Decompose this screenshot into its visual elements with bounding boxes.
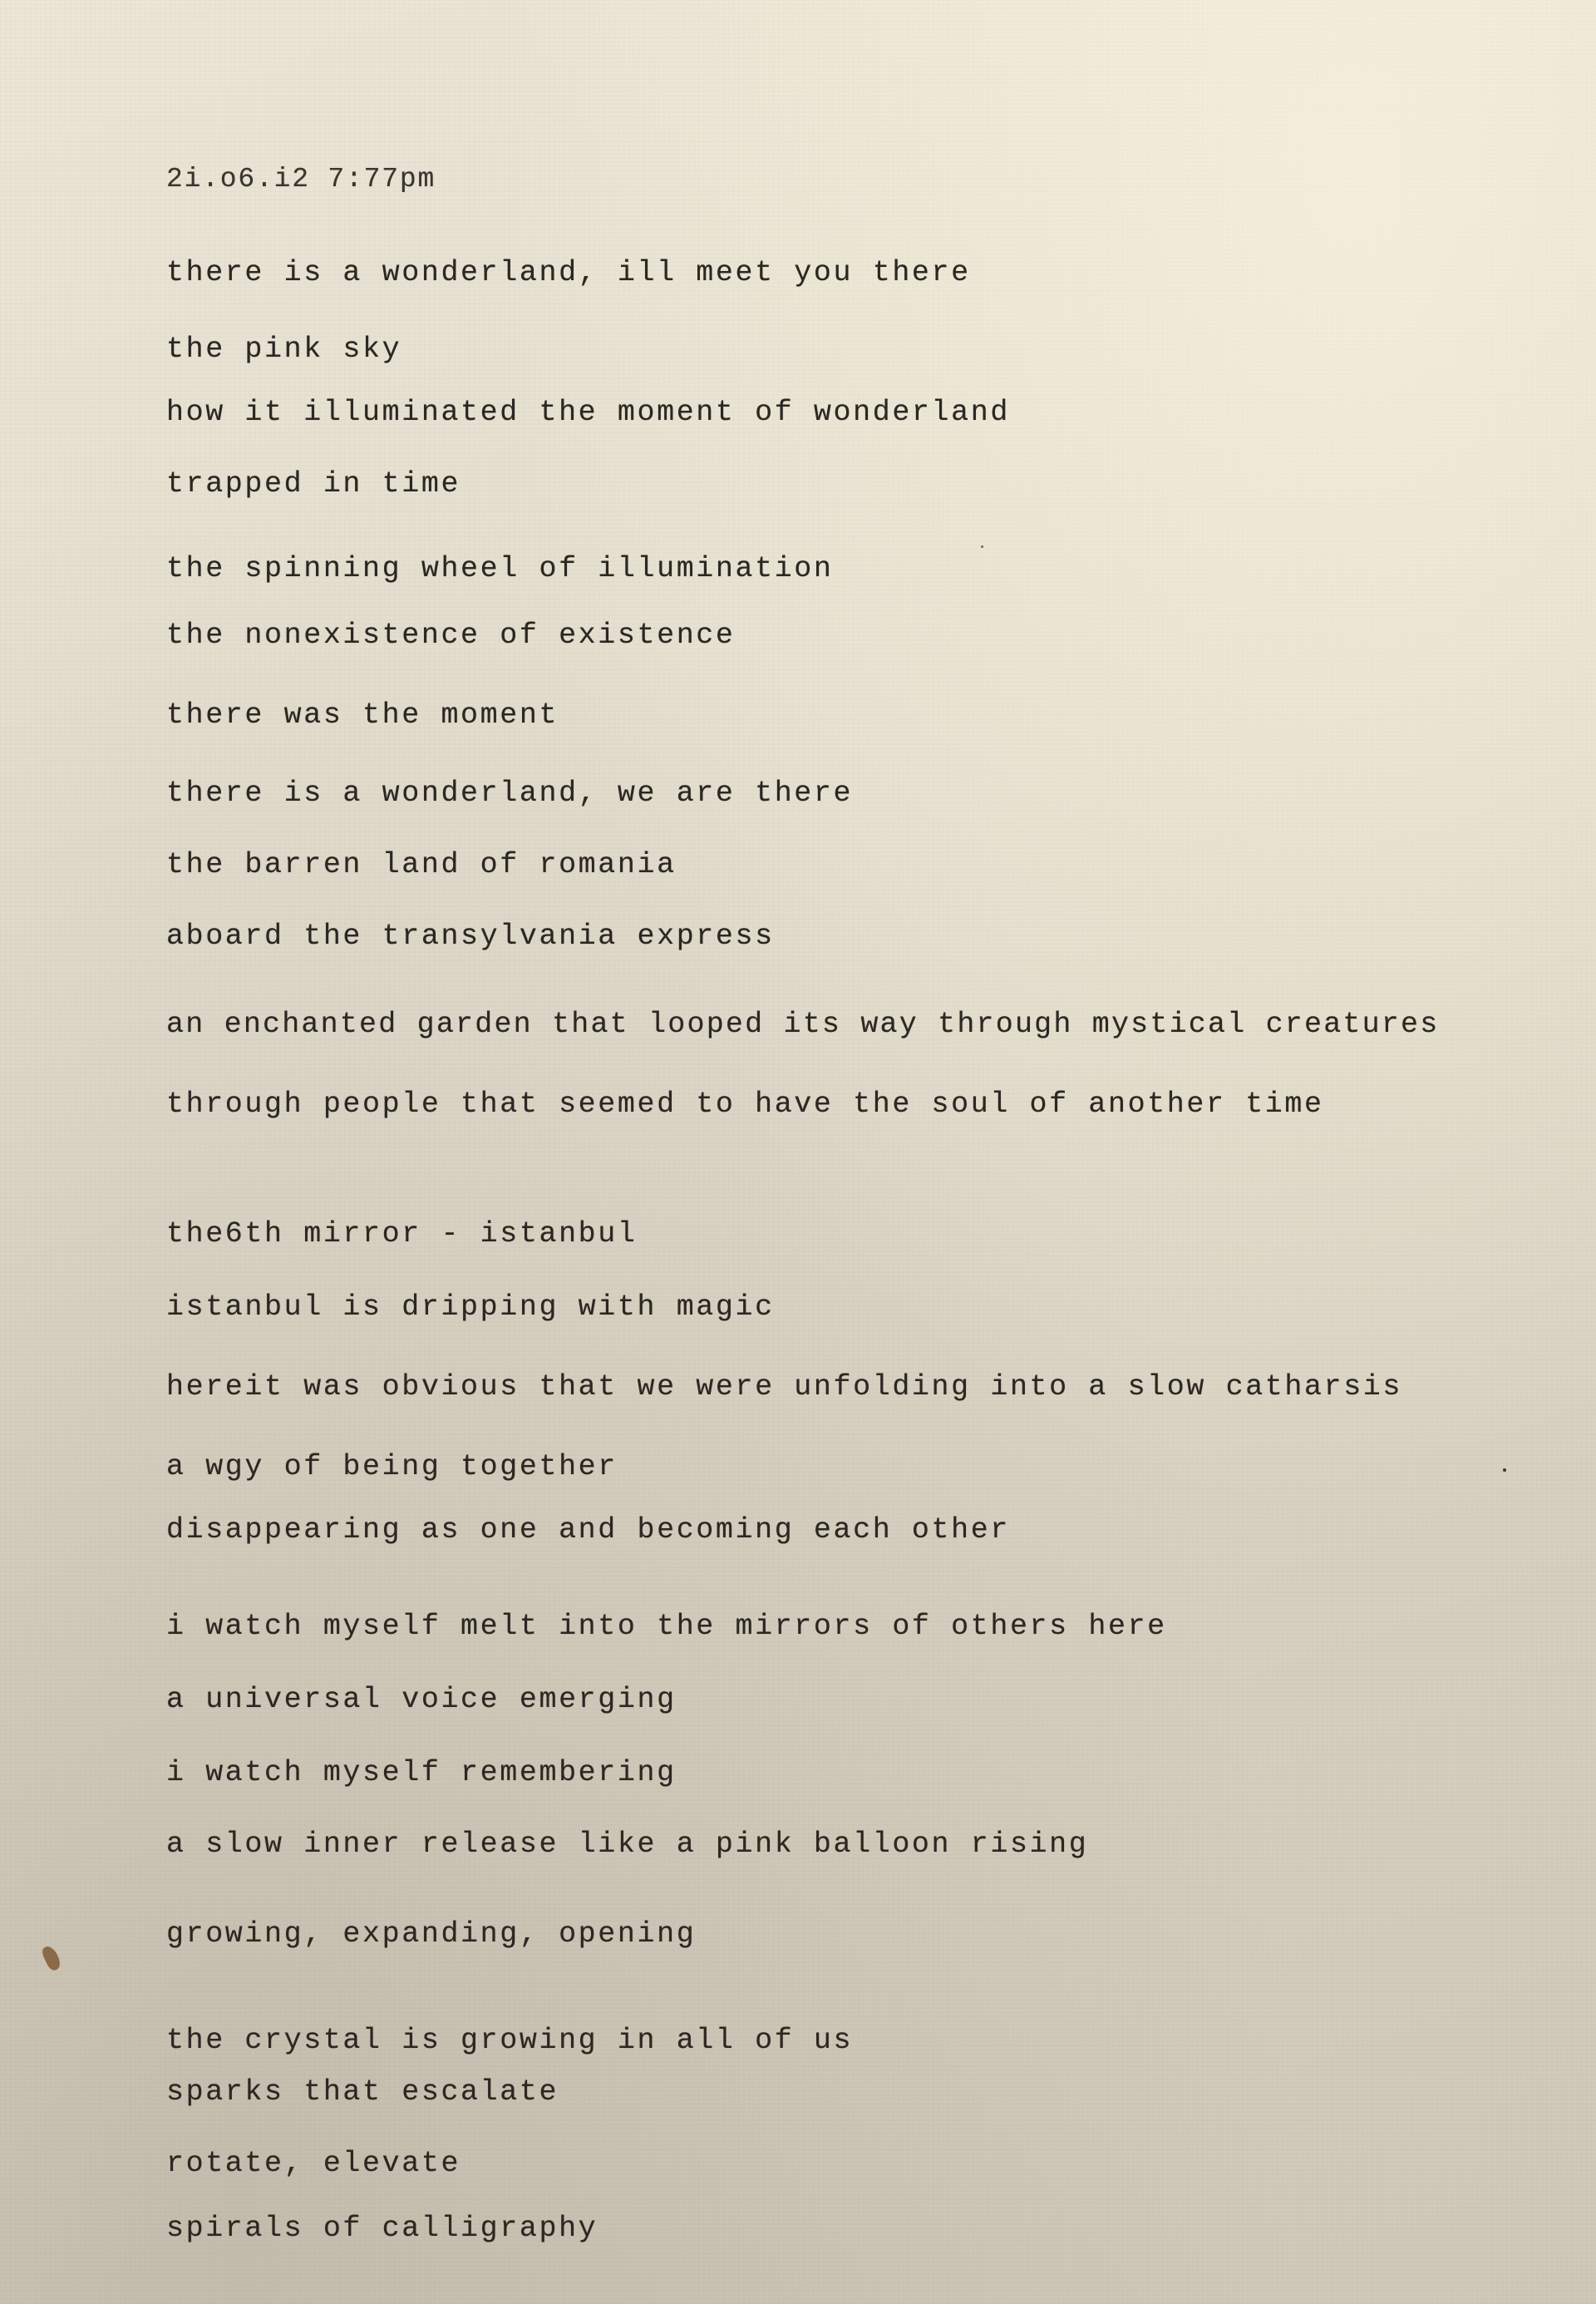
poem-line: there is a wonderland, ill meet you there	[166, 256, 971, 289]
poem-line: a universal voice emerging	[166, 1683, 677, 1716]
poem-line: there is a wonderland, we are there	[166, 777, 854, 810]
poem-line: spirals of calligraphy	[166, 2212, 598, 2245]
poem-line: a slow inner release like a pink balloon rising	[166, 1828, 1089, 1861]
paper-speck	[40, 1944, 62, 1972]
poem-line: a wgy of being together	[166, 1450, 618, 1483]
poem-line: the barren land of romania	[166, 848, 677, 881]
poem-line: istanbul is dripping with magic	[166, 1290, 775, 1324]
date-line: 2i.o6.i2 7:77pm	[166, 164, 436, 195]
poem-line: disappearing as one and becoming each other	[166, 1513, 1010, 1547]
poem-line: there was the moment	[166, 698, 559, 732]
poem-line: trapped in time	[166, 467, 461, 501]
poem-line: the pink sky	[166, 333, 402, 366]
poem-line: through people that seemed to have the soul of another time	[166, 1088, 1324, 1121]
poem-line: the spinning wheel of illumination	[166, 552, 834, 585]
poem-line: the crystal is growing in all of us	[166, 2024, 854, 2057]
poem-line: growing, expanding, opening	[166, 1917, 697, 1951]
ink-dot	[981, 545, 983, 548]
poem-line: an enchanted garden that looped its way through mystical creatures	[166, 1008, 1440, 1041]
poem-line: the6th mirror - istanbul	[166, 1217, 638, 1251]
poem-line: sparks that escalate	[166, 2075, 559, 2109]
poem-line: i watch myself melt into the mirrors of others here	[166, 1610, 1167, 1643]
poem-line: how it illuminated the moment of wonderland	[166, 396, 1010, 429]
poem-line: hereit was obvious that we were unfolding into a slow catharsis	[166, 1370, 1403, 1404]
poem-line: i watch myself remembering	[166, 1756, 677, 1789]
ink-dot	[1503, 1468, 1506, 1472]
poem-line: the nonexistence of existence	[166, 619, 736, 652]
poem-line: aboard the transylvania express	[166, 920, 775, 953]
poem-line: rotate, elevate	[166, 2147, 461, 2180]
